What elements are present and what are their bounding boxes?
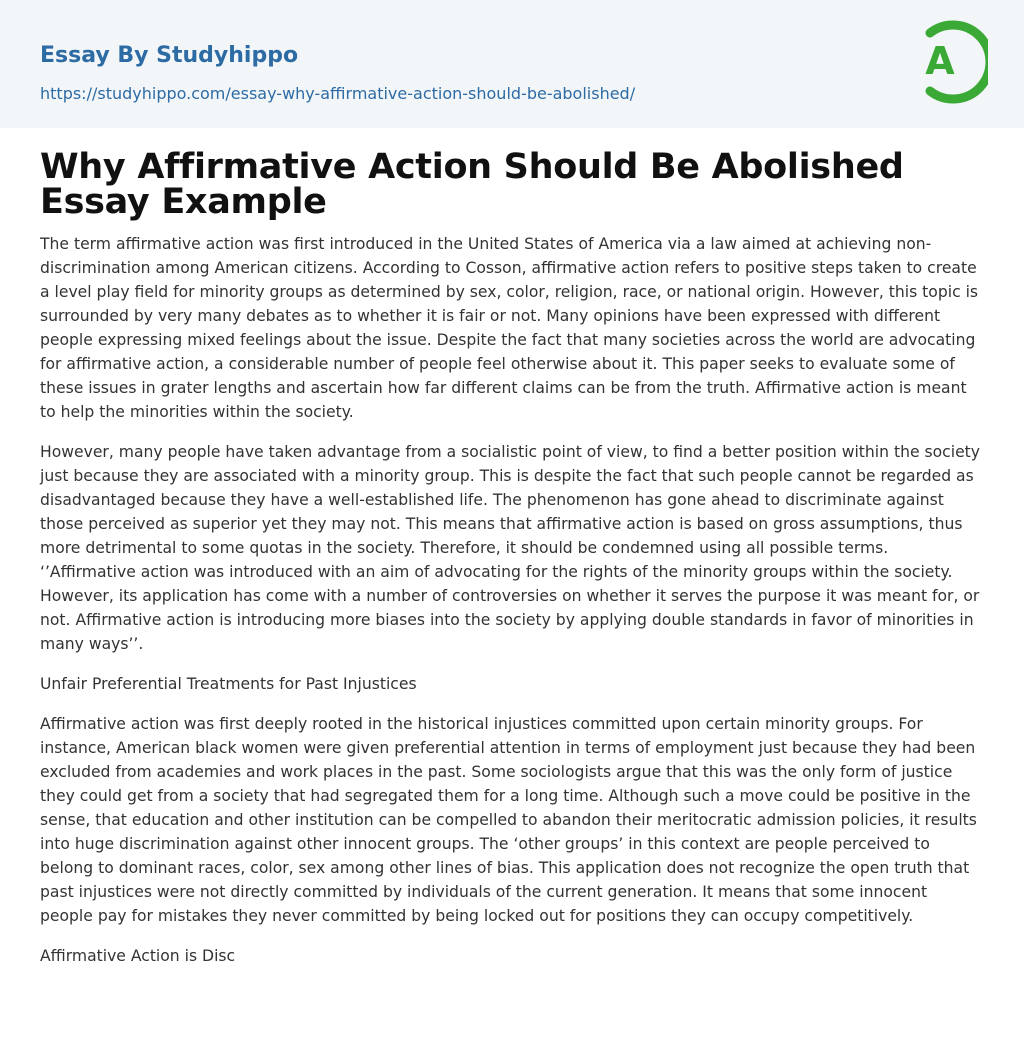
page-title: Why Affirmative Action Should Be Abolished Essay Example [40, 147, 904, 222]
studyhippo-logo-icon[interactable] [908, 18, 988, 106]
section-heading-truncated: Affirmative Action is Disc [40, 947, 236, 965]
paragraph-2: However, many people have taken advantage from a socialistic point of view, to find a better position within the society just because they are associated with a minority group. This is despite the fact that such people cannot be regarded as disadvantaged because they have a well-established life. The phenomenon has gone ahead to discriminate against those perceived as superior yet they may not. This means that affirmative action is based on gross assumptions, thus more detrimental to some quotas in the society. Therefore, it should be condemned using all possible terms. ‘’Affirmative action was introduced with an aim of advocating for the rights of the minority groups within the society. However, its application has come with a number of controversies on whether it serves the purpose it was meant for, or not. Affirmative action is introducing more biases into the society by applying double standards in favor of minorities in many ways’’. [40, 443, 981, 653]
section-heading-unfair-treatment: Unfair Preferential Treatments for Past Injustices [40, 675, 417, 693]
article [40, 146, 980, 968]
article-url-link[interactable]: https://studyhippo.com/essay-why-affirmative-action-should-be-abolished/ [40, 84, 636, 103]
site-header [0, 0, 1024, 128]
brand-title[interactable]: Essay By Studyhippo [40, 43, 299, 68]
paragraph-intro: The term affirmative action was first introduced in the United States of America via a law aimed at achieving non-discrimination among American citizens. According to Cosson, affirmative action refers to positive steps taken to create a level play field for minority groups as determined by sex, color, religion, race, or national origin. However, this topic is surrounded by very many debates as to whether it is fair or not. Many opinions have been expressed with different people expressing mixed feelings about the issue. Despite the fact that many societies across the world are advocating for affirmative action, a considerable number of people feel otherwise about it. This paper seeks to evaluate some of these issues in grater lengths and ascertain how far different claims can be from the truth. Affirmative action is meant to help the minorities within the society. [40, 235, 979, 421]
paragraph-4: Affirmative action was first deeply rooted in the historical injustices committed upon certain minority groups. For instance, American black women were given preferential attention in terms of employment just because they had been excluded from academies and work places in the past. Some sociologists argue that this was the only form of justice they could get from a society that had segregated them for a long time. Although such a move could be positive in the sense, that education and other institution can be compelled to abandon their meritocratic admission policies, it results into huge discrimination against other innocent groups. The ‘other groups’ in this context are people perceived to belong to dominant races, color, sex among other lines of bias. This application does not recognize the open truth that past injustices were not directly committed by individuals of the current generation. It means that some innocent people pay for mistakes they never committed by being locked out for positions they can occupy competitively. [40, 715, 977, 925]
logo-letter: A [925, 39, 955, 83]
